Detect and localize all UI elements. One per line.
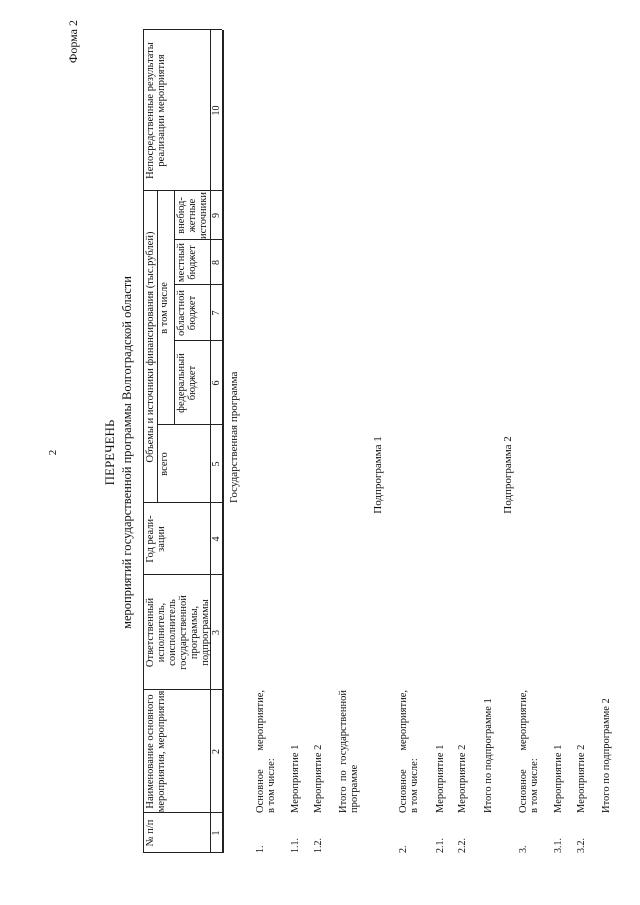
header-funding-group: Объемы и источники финансирования (тыс.рублей) xyxy=(145,231,156,463)
row-number: 1.2. xyxy=(313,838,324,853)
column-number: 6 xyxy=(211,380,222,386)
column-number: 9 xyxy=(211,213,222,218)
row-name-total: Итого по государственной программе xyxy=(338,690,360,813)
column-number: 5 xyxy=(211,461,222,467)
row-name: Мероприятие 2 xyxy=(576,744,587,813)
row-number: 1. xyxy=(255,845,266,853)
row-name: Мероприятие 1 xyxy=(553,744,564,813)
row-name: Основное мероприятие, в том числе: xyxy=(255,690,277,813)
column-number: 10 xyxy=(211,105,222,116)
section-title: Подпрограмма 1 xyxy=(372,436,384,514)
header-total: всего xyxy=(159,452,170,476)
row-number: 3.2. xyxy=(576,838,587,853)
form-label: Форма 2 xyxy=(66,20,80,64)
column-number: 2 xyxy=(211,749,222,754)
row-name: Мероприятие 2 xyxy=(457,744,468,813)
row-number: 2.2. xyxy=(457,838,468,853)
row-number: 2. xyxy=(398,845,409,853)
header-year: Год реали-зации xyxy=(145,515,167,563)
row-name-total: Итого по подпрограмме 1 xyxy=(483,698,494,813)
column-number: 7 xyxy=(211,310,222,316)
page-number: 2 xyxy=(47,449,59,456)
row-name: Мероприятие 1 xyxy=(290,744,301,813)
row-name: Мероприятие 2 xyxy=(313,744,324,813)
column-number: 8 xyxy=(211,260,222,265)
section-title: Подпрограмма 2 xyxy=(502,436,514,514)
header-regional: областной бюджет xyxy=(176,290,198,336)
row-number: 2.1. xyxy=(435,838,446,853)
document-title: ПЕРЕЧЕНЬ xyxy=(102,419,117,486)
row-name-total: Итого по подпрограмме 2 xyxy=(601,698,612,813)
header-offbudget: внебюд-жетные источники xyxy=(176,192,209,239)
row-name: Основное мероприятие, в том числе: xyxy=(398,690,420,813)
row-name: Основное мероприятие, в том числе: xyxy=(518,690,540,813)
row-number: 1.1. xyxy=(290,838,301,853)
header-federal: федеральный бюджет xyxy=(176,353,198,413)
column-number: 3 xyxy=(211,630,222,635)
row-number: 3. xyxy=(518,845,529,853)
header-bottom-border xyxy=(222,30,224,853)
section-title: Государственная программа xyxy=(228,371,240,503)
column-number: 1 xyxy=(211,830,222,836)
column-number: 4 xyxy=(211,536,222,542)
document-subtitle: мероприятий государственной программы Волгоградской области xyxy=(120,276,134,629)
header-number: № п/п xyxy=(145,819,156,847)
header-local: местный бюджет xyxy=(176,242,198,283)
row-number: 3.1. xyxy=(553,838,564,853)
header-results: Непосредственные результаты реализации мероприятия xyxy=(145,42,167,179)
header-activity-name: Наименование основного мероприятия, мероприятия xyxy=(145,690,167,813)
header-responsible: Ответственный исполнитель, соисполнитель государственной программы, подпрограммы xyxy=(145,595,211,670)
header-in-that: в том числе xyxy=(159,282,170,334)
row-name: Мероприятие 1 xyxy=(435,744,446,813)
